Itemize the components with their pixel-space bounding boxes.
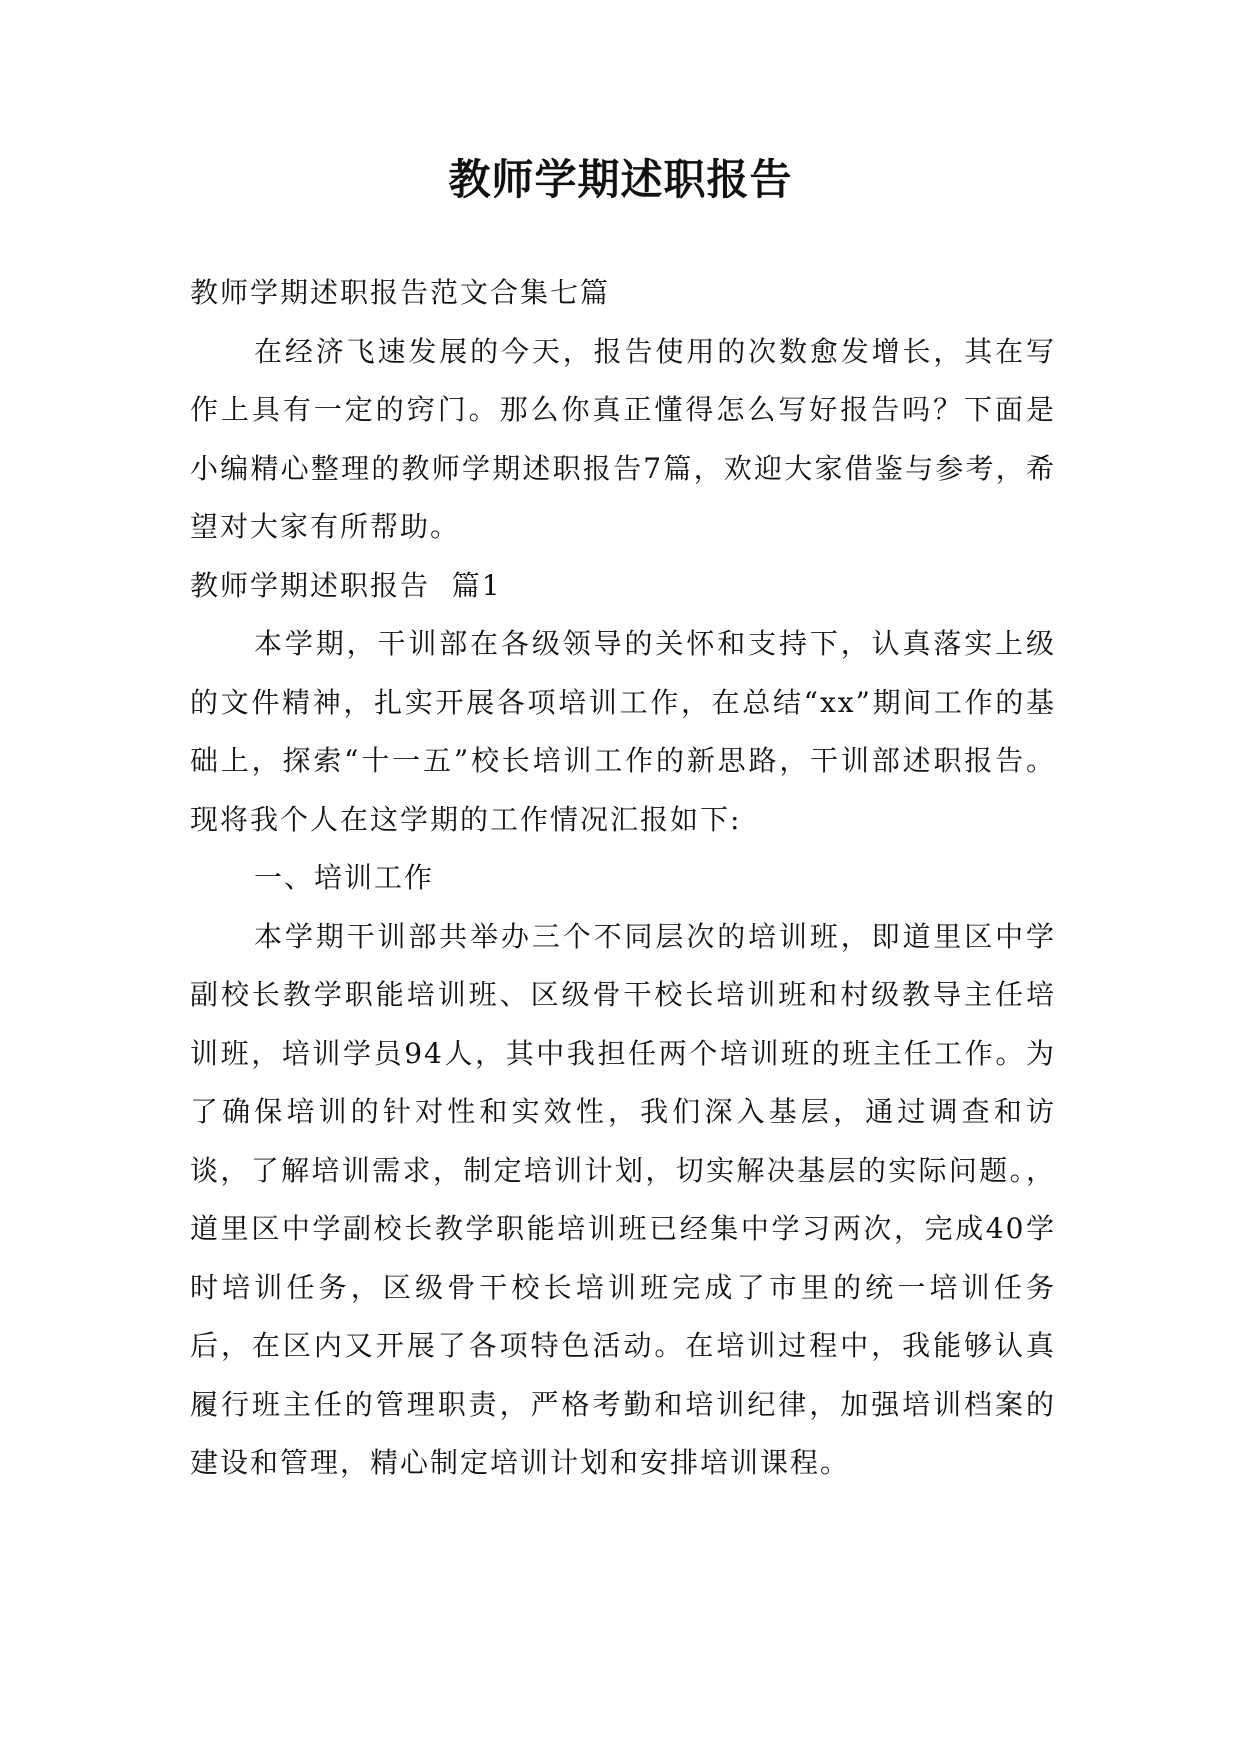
section-title: 教师学期述职报告 篇1 <box>190 568 502 602</box>
document-body <box>190 264 1056 1493</box>
document-subtitle: 教师学期述职报告范文合集七篇 <box>190 276 611 309</box>
intro-paragraph: 在经济飞速发展的今天，报告使用的次数愈发增长，其在写作上具有一定的窍门。那么你真正懂得怎么写好报告吗？下面是小编精心整理的教师学期述职报告7篇，欢迎大家借鉴与参考，希望对大家有所帮助。 <box>190 334 1056 543</box>
body-paragraph-1: 本学期，干训部在各级领导的关怀和支持下，认真落实上级的文件精神，扎实开展各项培训工作，在总结“xx”期间工作的基础上，探索“十一五”校长培训工作的新思路，干训部述职报告。现将我个人在这学期的工作情况汇报如下: <box>190 627 1056 836</box>
document-title: 教师学期述职报告 <box>448 155 793 204</box>
body-paragraph-2: 本学期干训部共举办三个不同层次的培训班，即道里区中学副校长教学职能培训班、区级骨干校长培训班和村级教导主任培训班，培训学员94人，其中我担任两个培训班的班主任工作。为了确保培训的针对性和实效性，我们深入基层，通过调查和访谈，了解培训需求，制定培训计划，切实解决基层的实际问题。，道里区中学副校长教学职能培训班已经集中学习两次，完成40学时培训任务，区级骨干校长培训班完成了市里的统一培训任务后，在区内又开展了各项特色活动。在培训过程中，我能够认真履行班主任的管理职责，严格考勤和培训纪律，加强培训档案的建设和管理，精心制定培训计划和安排培训课程。 <box>190 919 1056 1479</box>
section-heading-1: 一、培训工作 <box>254 861 435 894</box>
